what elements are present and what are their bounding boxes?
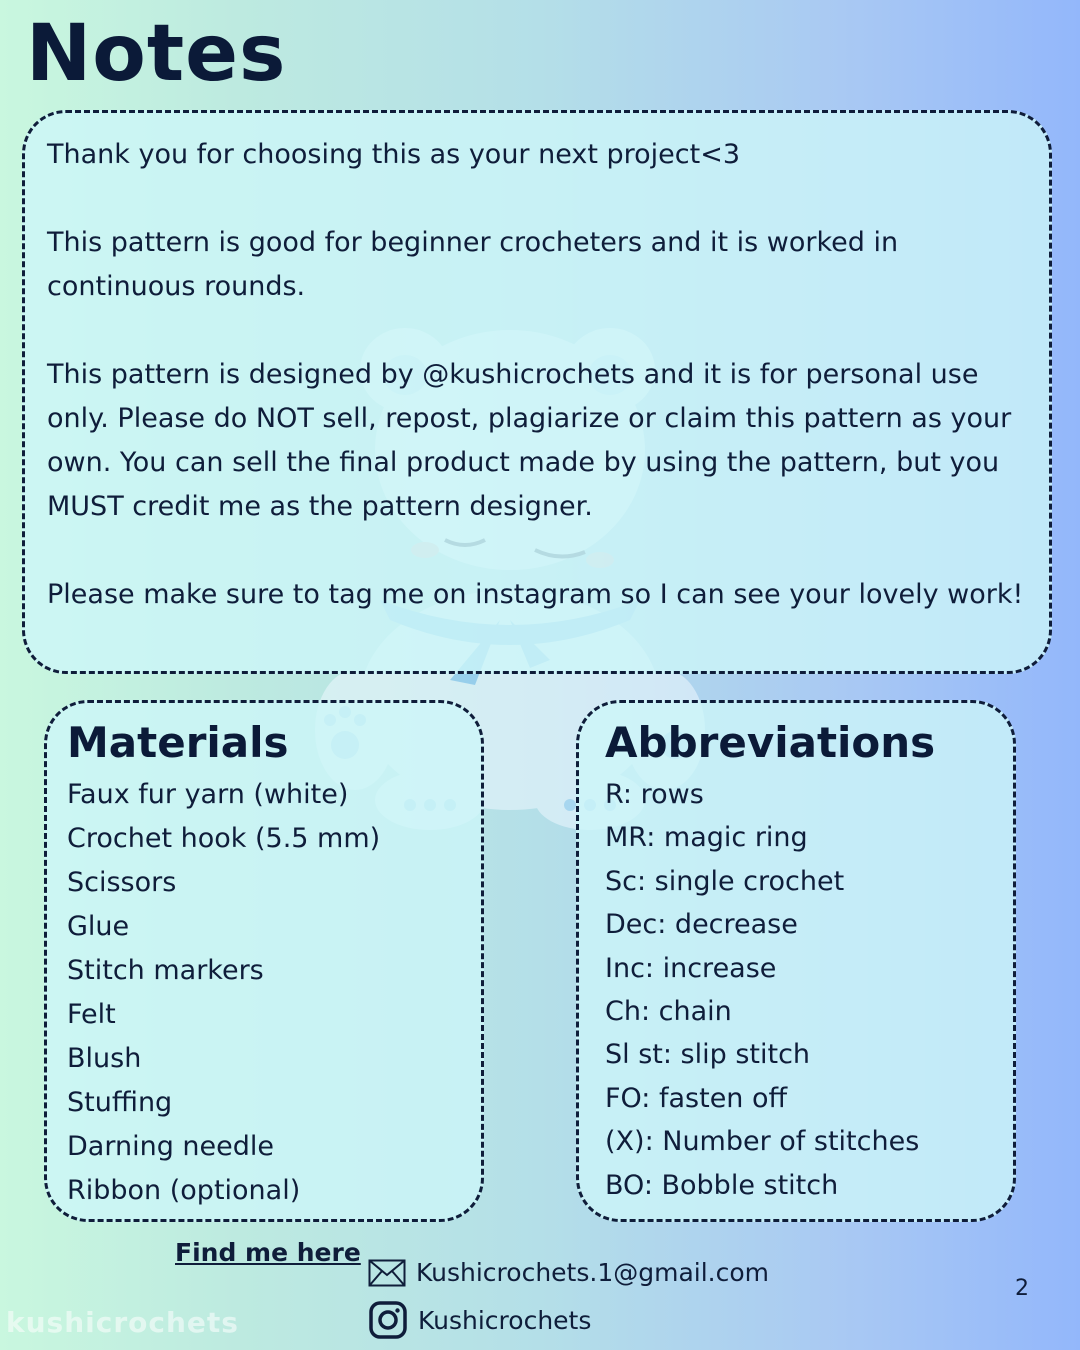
materials-item: Blush <box>67 1043 142 1074</box>
abbreviation-item: Sc: single crochet <box>605 865 845 897</box>
abbreviation-item: BO: Bobble stitch <box>605 1169 839 1201</box>
notes-beginner-paragraph: This pattern is good for beginner crocheters and it is worked in continuous rounds. <box>47 227 899 302</box>
materials-list <box>67 773 481 1213</box>
page-title: Notes <box>26 9 287 99</box>
page-number: 2 <box>1015 1276 1029 1301</box>
email-address[interactable]: Kushicrochets.1@gmail.com <box>416 1258 770 1287</box>
materials-item: Stuffing <box>67 1087 173 1118</box>
email-contact[interactable] <box>368 1258 769 1287</box>
abbreviation-item: Dec: decrease <box>605 909 798 941</box>
materials-box <box>44 700 484 1222</box>
instagram-handle[interactable]: Kushicrochets <box>418 1305 592 1335</box>
materials-item: Ribbon (optional) <box>67 1175 301 1206</box>
materials-item: Glue <box>67 911 130 942</box>
envelope-icon <box>368 1259 406 1287</box>
abbreviation-item: R: rows <box>605 779 704 810</box>
notes-tag-paragraph: Please make sure to tag me on instagram so I can see your lovely work! <box>47 579 1024 610</box>
materials-title: Materials <box>67 718 289 767</box>
find-me-heading: Find me here <box>175 1238 361 1267</box>
instagram-contact[interactable] <box>368 1300 591 1340</box>
materials-item: Felt <box>67 999 116 1030</box>
materials-item: Darning needle <box>67 1131 274 1162</box>
notes-usage-paragraph: This pattern is designed by @kushicrochets and it is for personal use only. Please do NOT sell, repost, plagiarize or claim this pattern as your own. You can sell the final product made by using the pattern, but you MUST credit me as the pattern designer. <box>47 359 1012 522</box>
abbreviation-item: Sl st: slip stitch <box>605 1039 811 1071</box>
abbreviation-item: FO: fasten off <box>605 1082 788 1114</box>
abbreviations-list <box>605 773 1013 1207</box>
abbreviation-item: (X): Number of stitches <box>605 1126 920 1158</box>
abbreviations-title: Abbreviations <box>605 718 936 767</box>
materials-item: Scissors <box>67 867 177 898</box>
abbreviation-item: Ch: chain <box>605 995 732 1027</box>
brand-watermark: kushicrochets <box>6 1306 239 1339</box>
materials-item: Stitch markers <box>67 955 264 986</box>
abbreviation-item: Inc: increase <box>605 952 777 984</box>
materials-item: Faux fur yarn (white) <box>67 779 349 810</box>
instagram-icon <box>368 1300 408 1340</box>
notes-thanks-paragraph: Thank you for choosing this as your next project<3 <box>47 139 741 170</box>
materials-item: Crochet hook (5.5 mm) <box>67 823 381 854</box>
abbreviation-item: MR: magic ring <box>605 822 808 854</box>
notes-box <box>22 110 1052 674</box>
abbreviations-box <box>576 700 1016 1222</box>
